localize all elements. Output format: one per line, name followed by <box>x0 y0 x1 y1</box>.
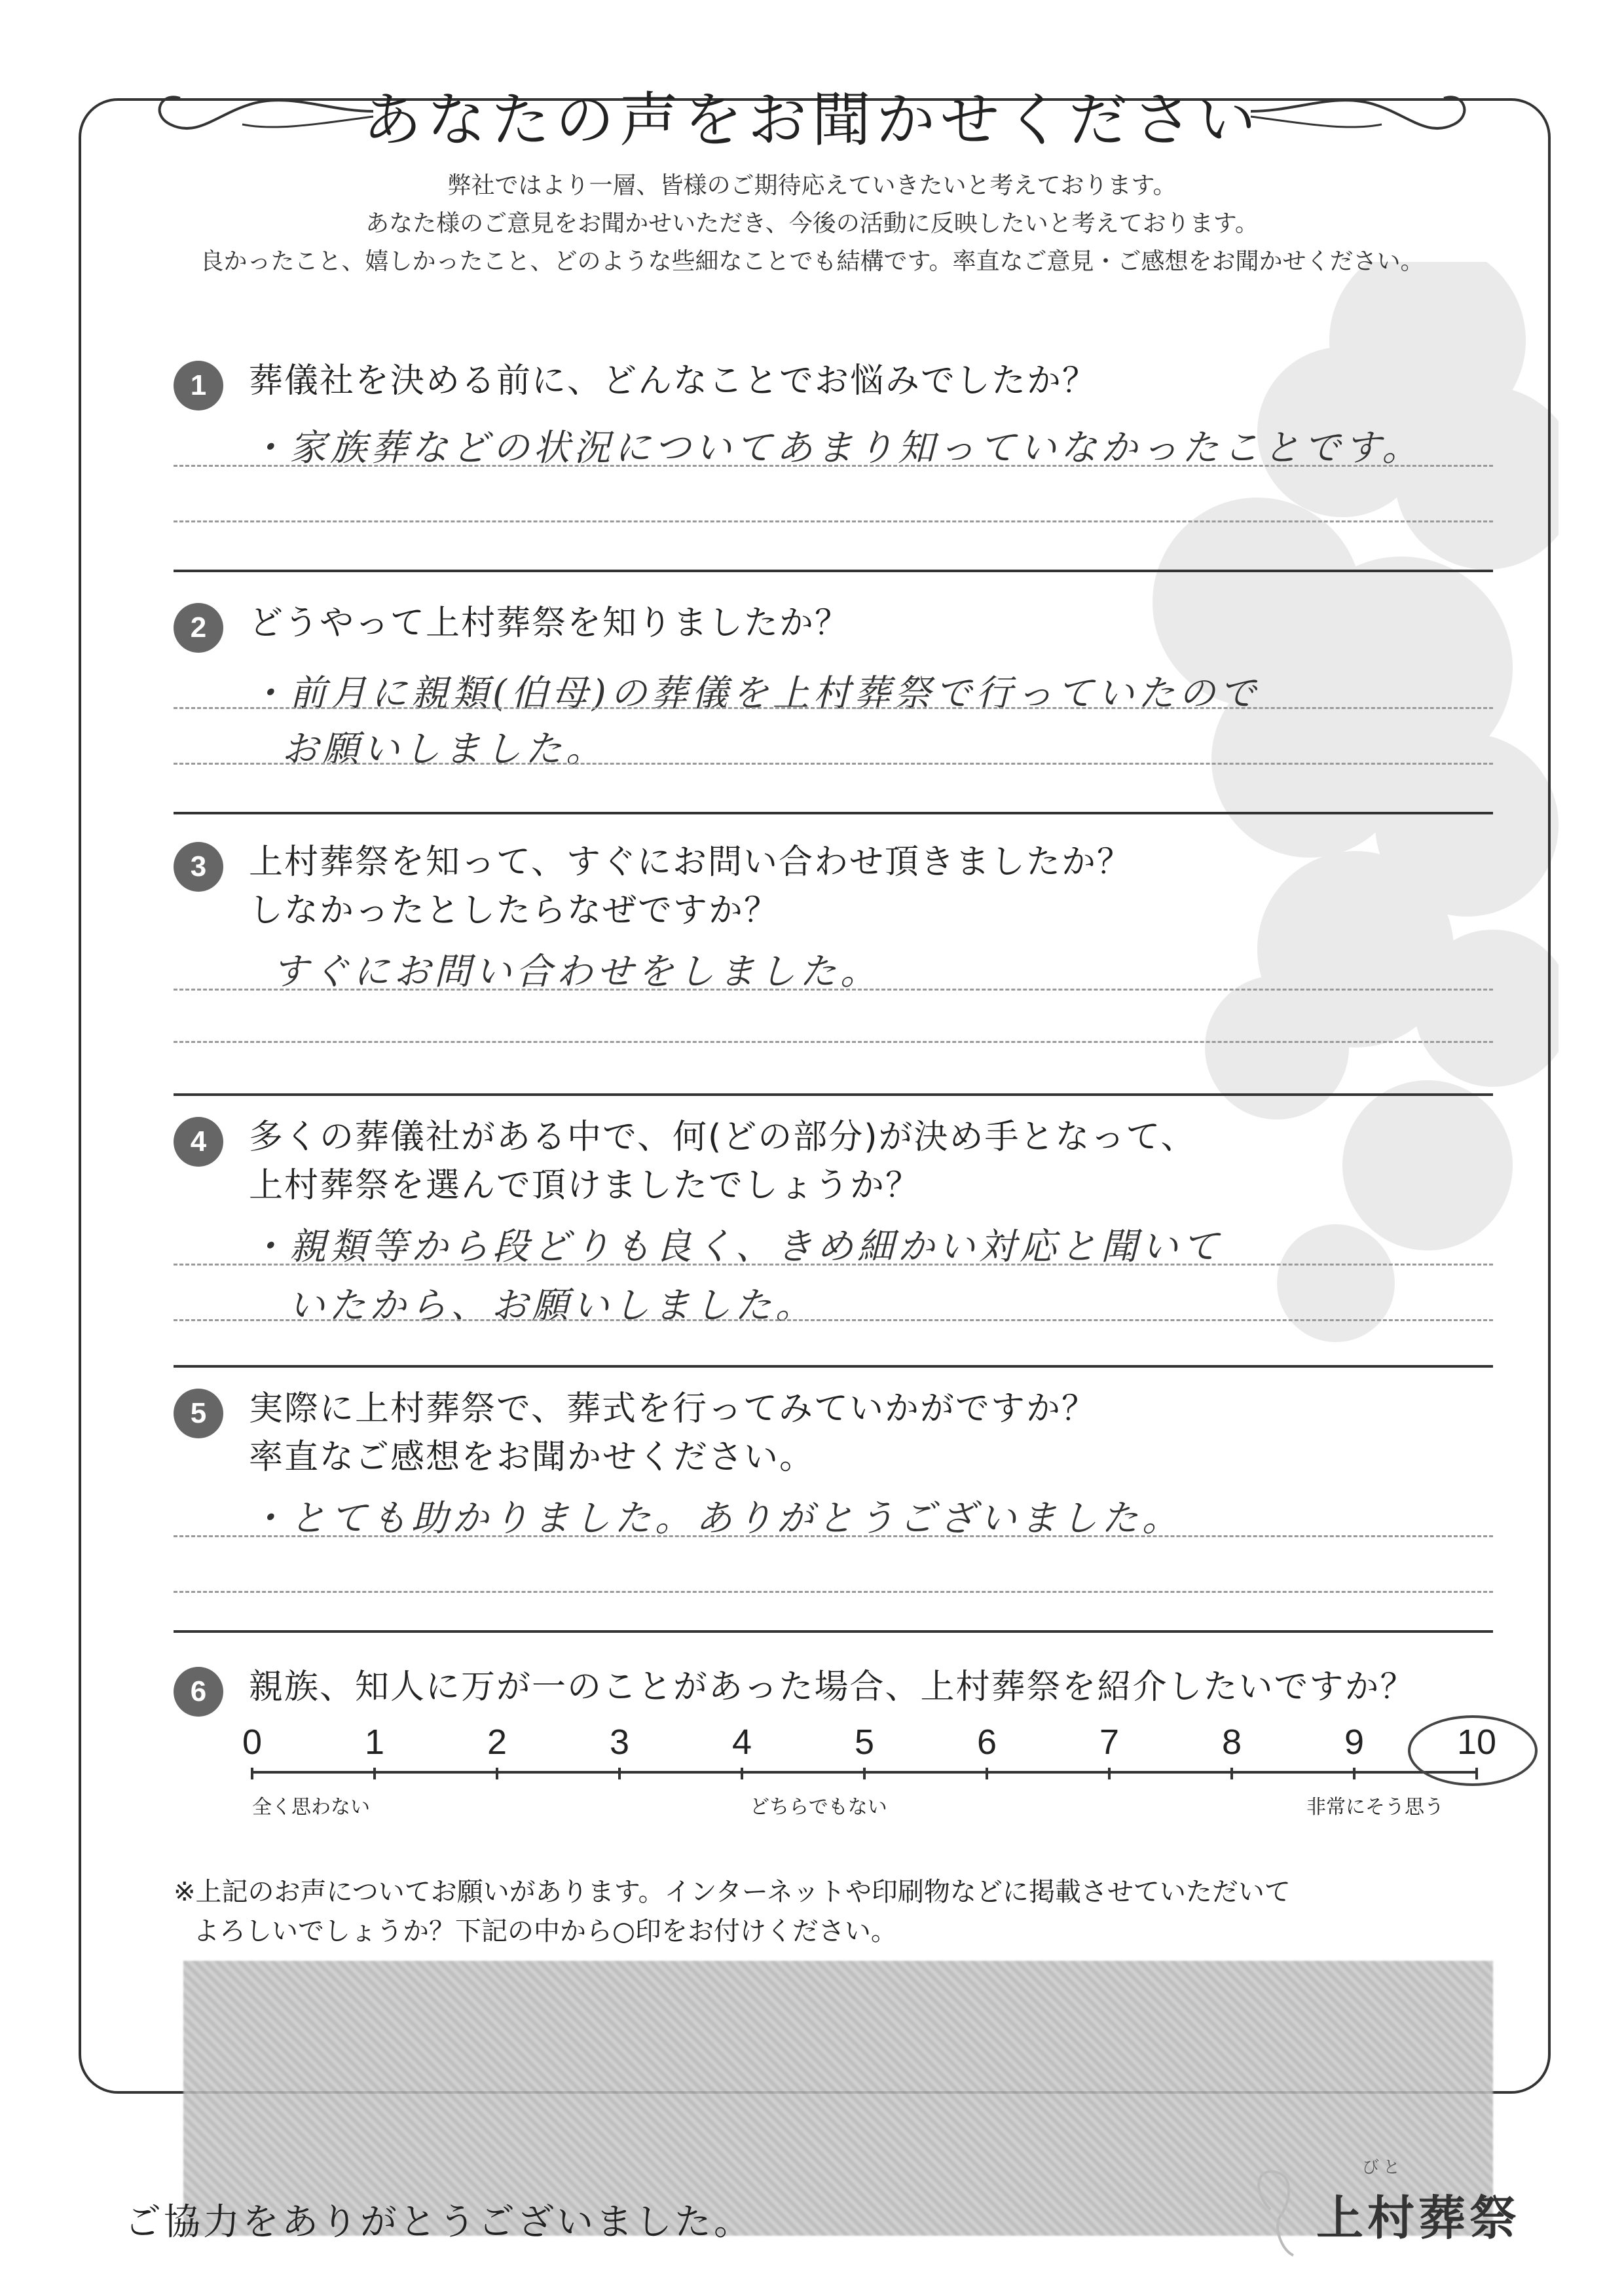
scale-tick-label[interactable]: 5 <box>854 1722 875 1762</box>
title-row <box>0 65 1624 157</box>
ornament-right-icon <box>1244 79 1480 144</box>
question-number-badge: 3 <box>174 842 223 892</box>
question-text: しなかったとしたらなぜですか？ <box>249 891 780 930</box>
intro-line: あなた様のご意見をお聞かせいただき、今後の活動に反映したいと考えております。 <box>365 210 1259 237</box>
answer-rule <box>174 465 1493 467</box>
question-text: 葬儀社を決める前に、どんなことでお悩みでしたか？ <box>249 361 1098 401</box>
question-text: 率直なご感想をお聞かせください。 <box>249 1438 815 1477</box>
scale-tick-label[interactable]: 8 <box>1221 1722 1242 1762</box>
logo-ruby: びと <box>1362 2158 1405 2178</box>
answer-rule <box>174 1264 1493 1266</box>
scale-tick-label[interactable]: 9 <box>1344 1722 1365 1762</box>
scale-tick <box>1230 1768 1233 1779</box>
handwritten-answer: ・前月に親類(伯母)の葬儀を上村葬祭で行っていたので <box>249 672 1260 715</box>
scale-tick <box>986 1768 988 1779</box>
answer-rule <box>174 520 1493 522</box>
scale-label-mid: どちらでもない <box>750 1796 887 1819</box>
answer-rule <box>174 707 1493 709</box>
note-line: よろしいでしょうか？下記の中から○印をお付けください。 <box>193 1916 897 1946</box>
scale-label-low: 全く思わない <box>252 1796 370 1819</box>
question-text: 上村葬祭を知って、すぐにお問い合わせ頂きましたか？ <box>249 843 1132 882</box>
handwritten-answer: すぐにお問い合わせをしました。 <box>272 951 881 993</box>
scale-tick <box>251 1768 253 1779</box>
scale-tick-label[interactable]: 0 <box>242 1722 263 1762</box>
answer-rule <box>174 1535 1493 1537</box>
section-divider <box>174 570 1493 572</box>
answer-rule <box>174 989 1493 991</box>
scale-tick-label[interactable]: 10 <box>1456 1722 1497 1762</box>
question-number-badge: 1 <box>174 361 223 410</box>
question-number-badge: 2 <box>174 603 223 653</box>
scale-label-high: 非常にそう思う <box>1306 1796 1444 1819</box>
question-text: 多くの葬儀社がある中で、何(どの部分)が決め手となって、 <box>249 1118 1196 1157</box>
scale-tick <box>741 1768 743 1779</box>
publication-note <box>174 1872 1291 1951</box>
intro-line: 良かったこと、嬉しかったこと、どのような些細なことでも結構です。率直なご意見・ご感想をお聞かせください。 <box>200 248 1424 275</box>
intro-text <box>0 167 1624 281</box>
note-line: ※上記のお声についてお願いがあります。インターネットや印刷物などに掲載させていただいて <box>174 1877 1291 1907</box>
scale-tick-label[interactable]: 4 <box>731 1722 752 1762</box>
handwritten-answer: お願いしました。 <box>282 728 606 771</box>
scale-tick-label[interactable]: 7 <box>1099 1722 1120 1762</box>
answer-rule <box>174 1591 1493 1593</box>
scale-tick <box>1108 1768 1111 1779</box>
handwritten-answer: ・家族葬などの状況についてあまり知っていなかったことです。 <box>249 427 1423 469</box>
handwritten-answer: ・とても助かりました。ありがとうございました。 <box>249 1497 1183 1540</box>
intro-line: 弊社ではより一層、皆様のご期待応えていきたいと考えております。 <box>447 172 1177 199</box>
selected-rating-circle <box>1408 1715 1538 1786</box>
company-logo-name: 上村葬祭 <box>1316 2191 1521 2246</box>
question-text: 上村葬祭を選んで頂けましたでしょうか？ <box>249 1166 921 1205</box>
question-text: 実際に上村葬祭で、葬式を行ってみていかがですか？ <box>249 1389 1097 1429</box>
question-text: 親族、知人に万が一のことがあった場合、上村葬祭を紹介したいですか？ <box>249 1667 1416 1707</box>
question-number-badge: 4 <box>174 1117 223 1167</box>
scale-tick <box>496 1768 498 1779</box>
question-number-badge: 6 <box>174 1667 223 1717</box>
scale-tick <box>863 1768 866 1779</box>
scale-tick-label[interactable]: 2 <box>487 1722 507 1762</box>
answer-rule <box>174 1041 1493 1043</box>
handwritten-answer: いたから、お願いしました。 <box>288 1285 816 1327</box>
handwritten-answer: ・親類等から段どりも良く、きめ細かい対応と聞いて <box>249 1226 1223 1268</box>
scale-tick-label[interactable]: 1 <box>364 1722 385 1762</box>
question-text: どうやって上村葬祭を知りましたか？ <box>249 604 851 643</box>
section-divider <box>174 1365 1493 1368</box>
section-divider <box>174 812 1493 814</box>
scale-tick <box>1353 1768 1356 1779</box>
section-divider <box>174 1630 1493 1633</box>
section-divider <box>174 1093 1493 1096</box>
scale-tick-label[interactable]: 6 <box>976 1722 997 1762</box>
scale-tick <box>373 1768 376 1779</box>
scale-tick <box>618 1768 621 1779</box>
question-number-badge: 5 <box>174 1389 223 1438</box>
scale-tick-label[interactable]: 3 <box>609 1722 630 1762</box>
page-title: あなたの声をお聞かせください <box>363 86 1261 155</box>
thanks-text: ご協力をありがとうございました。 <box>124 2201 753 2244</box>
answer-rule <box>174 763 1493 765</box>
answer-rule <box>174 1319 1493 1321</box>
